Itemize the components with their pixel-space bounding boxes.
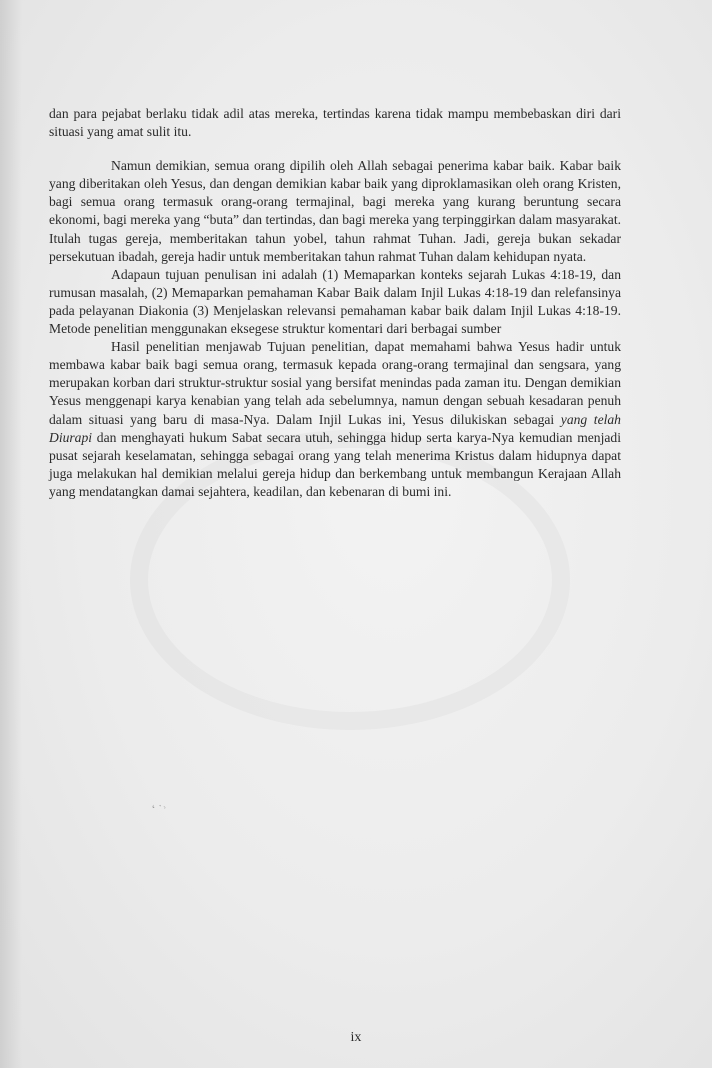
paragraph-4-part-1: Hasil penelitian menjawab Tujuan penelitian, dapat memahami bahwa Yesus hadir untuk membawa kabar baik bagi semua orang, termasuk kepada orang-orang termajinal dan sengsara, yang merupakan korban dari struktur-struktur sosial yang bersifat menindas pada zaman itu. Dengan demikian Yesus menggenapi karya kenabian yang telah ada sebelumnya, namun dengan sebuah kesadaran penuh dalam situasi yang baru di masa-Nya. Dalam Injil Lukas ini, Yesus dilukiskan sebagai bbox=[49, 339, 621, 427]
paragraph-3: Adapaun tujuan penulisan ini adalah (1) Memaparkan konteks sejarah Lukas 4:18-19, dan rumusan masalah, (2) Memaparkan pemahaman Kabar Baik dalam Injil Lukas 4:18-19 dan relefansinya pada pelayanan Diakonia (3) Menjelaskan relevansi pemahaman kabar baik dalam Injil Lukas 4:18-19. Metode penelitian menggunakan eksegese struktur komentari dari berbagai sumber bbox=[49, 266, 621, 337]
paragraph-4 bbox=[49, 338, 621, 501]
paragraph-1: dan para pejabat berlaku tidak adil atas mereka, tertindas karena tidak mampu membebaskan diri dari situasi yang amat sulit itu. bbox=[49, 106, 621, 140]
scan-speck: ʻ ˑ˒ bbox=[149, 798, 169, 817]
page-edge-shadow bbox=[0, 0, 22, 1068]
paragraph-4-part-2: dan menghayati hukum Sabat secara utuh, sehingga hidup serta karya-Nya kemudian menjadi pusat sejarah keselamatan, sehingga sebagai orang yang telah menerima Kristus dalam hidupnya dapat juga melakukan hal demikian melalui gereja hidup dan berkembang untuk membangun Kerajaan Allah yang mendatangkan damai sejahtera, keadilan, dan kebenaran di bumi ini. bbox=[49, 429, 621, 499]
paragraph-4-italic-phrase: yang telah Diurapi bbox=[49, 411, 621, 445]
body-text bbox=[49, 105, 621, 501]
paragraph-2: Namun demikian, semua orang dipilih oleh Allah sebagai penerima kabar baik. Kabar baik yang diberitakan oleh Yesus, dan dengan demikian kabar baik yang diproklamasikan oleh orang Kristen, bagi semua orang termasuk orang-orang termajinal, bagi mereka yang kurang beruntung secara ekonomi, bagi mereka yang “buta” dan tertindas, dan bagi mereka yang terpinggirkan dalam masyarakat. Itulah tugas gereja, memberitakan tahun yobel, tahun rahmat Tuhan. Jadi, gereja bukan sekadar persekutuan ibadah, gereja hadir untuk memberitakan tahun rahmat Tuhan dalam kehidupan nyata. bbox=[49, 158, 621, 264]
page-number: ix bbox=[350, 1030, 362, 1045]
